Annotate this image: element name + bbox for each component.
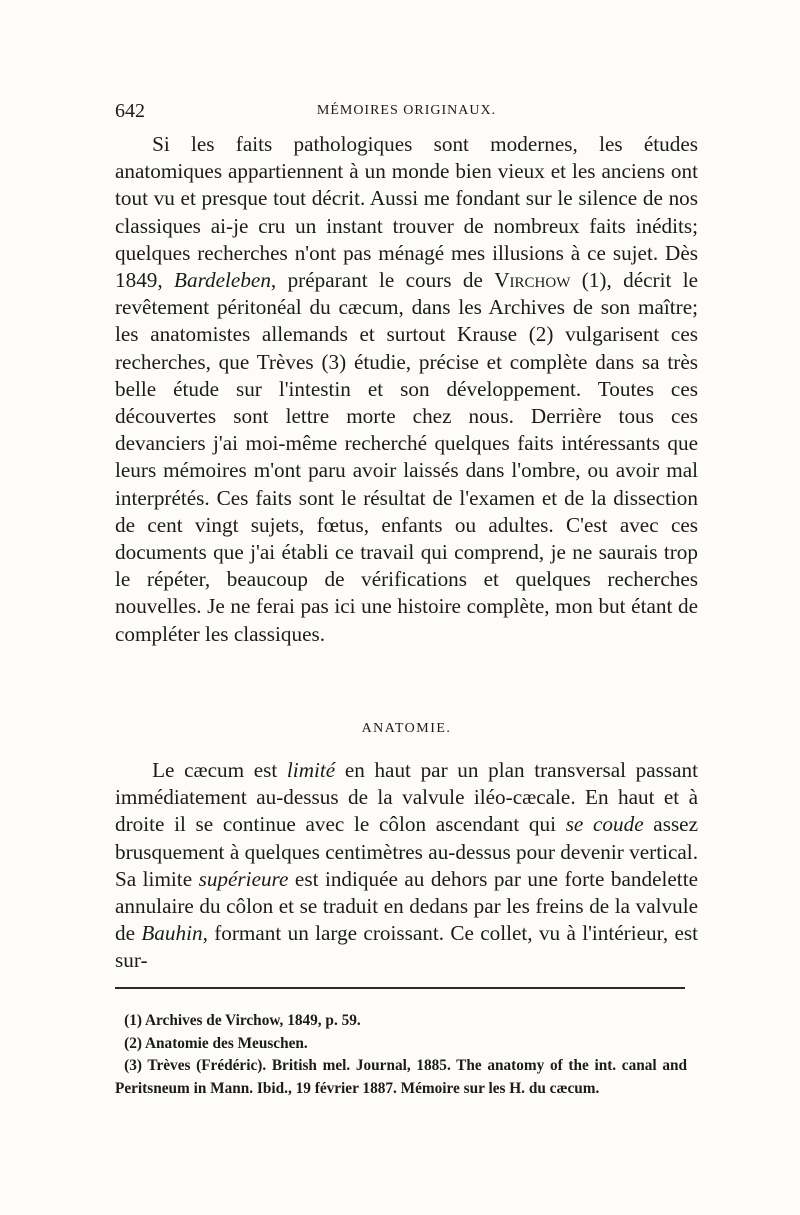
author-name-italic: Bardeleben <box>174 268 271 293</box>
page-number: 642 <box>115 100 145 122</box>
footnote: (3) Trèves (Frédéric). British mel. Journal, 1885. The anatomy of the int. canal and Peritsneum in Mann. Ibid., 19 février 1887. Mémoire sur les H. du cæcum. <box>115 1057 687 1097</box>
paragraph-text: Si les faits pathologiques sont modernes, les études anatomiques appartiennent à un monde bien vieux et les anciens ont tout vu et presque tout décrit. Aussi me fondant sur le silence de nos classiques ai-je cru un instant trouver de nombreux faits inédits; quelques recherches n'ont pas ménagé mes illusions à ce sujet. Dès 1849, <box>115 132 698 293</box>
italic-term: se coude <box>565 812 644 837</box>
paragraph-text: en haut par un plan transversal passant immédiatement au-dessus de la valvule iléo-cæcale. En haut et à droite il se continue avec le côlon ascendant qui <box>115 758 699 837</box>
footnote: (2) Anatomie des Meuschen. <box>124 1034 308 1052</box>
footnote-divider <box>115 987 685 989</box>
page-header <box>115 100 698 124</box>
paragraph-text: (1), décrit le revêtement péritonéal du cæcum, dans les Archives de son maître; les anatomistes allemands et surtout Krause (2) vulgarisent ces recherches, que Trèves (3) étudie, précise et complète dans sa très belle étude sur l'intestin et son développement. Toutes ces découvertes sont lettre morte chez nous. Derrière tous ces devanciers j'ai moi-même recherché quelques faits intéressants que leurs mémoires m'ont paru avoir laissés dans l'ombre, ou avoir mal interprétés. Ces faits sont le résultat de l'examen et de la dissection de cent vingt sujets, fœtus, enfants ou adultes. C'est avec ces documents que j'ai établi ce travail qui comprend, je ne saurais trop le répéter, beaucoup de vérifications et quelques recherches nouvelles. Je ne ferai pas ici une histoire complète, mon but étant de compléter les classiques. <box>115 268 698 646</box>
intro-paragraph <box>115 131 698 648</box>
paragraph-text: Le cæcum est <box>152 758 287 782</box>
paragraph-text: assez brusquement à quelques centimètres au-dessus pour devenir vertical. Sa limite <box>115 812 698 891</box>
paragraph-text: est indiquée au dehors par une forte bandelette annulaire du côlon et se traduit en dedans par les freins de la valvule de <box>115 866 698 946</box>
author-name-smallcaps: Virchow <box>494 268 571 293</box>
anatomy-paragraph <box>115 757 698 975</box>
italic-term: supérieure <box>198 866 289 891</box>
footnote: (1) Archives de Virchow, 1849, p. 59. <box>124 1012 361 1029</box>
paragraph-text: , préparant le cours de <box>270 268 495 293</box>
italic-term: limité <box>286 758 336 782</box>
section-heading: ANATOMIE. <box>361 721 452 736</box>
paragraph-text: , formant un large croissant. Ce collet, vu à l'intérieur, est sur- <box>115 921 698 973</box>
italic-term: Bauhin <box>141 921 203 946</box>
running-head: MÉMOIRES ORIGINAUX. <box>316 103 497 118</box>
footnotes <box>115 1010 687 1100</box>
